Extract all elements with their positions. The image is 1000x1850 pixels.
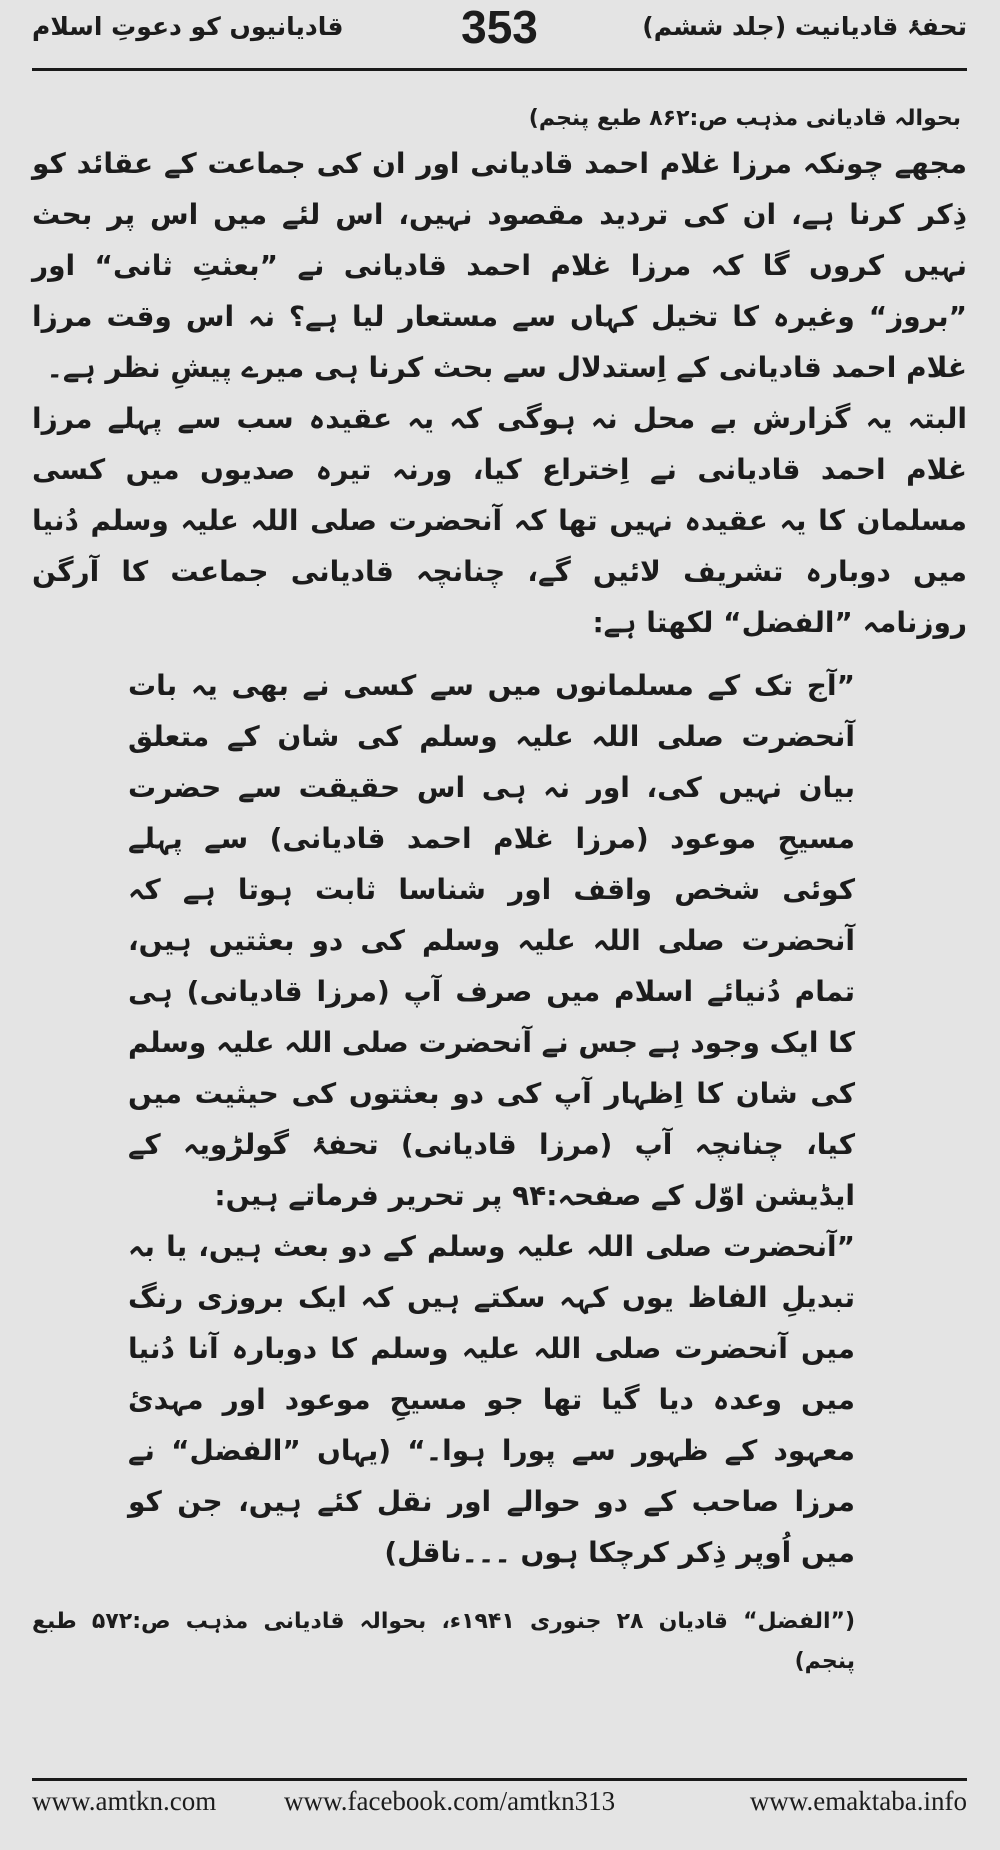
paragraph-2: البتہ یہ گزارش بے محل نہ ہوگی کہ یہ عقیدہ سب سے پہلے مرزا غلام احمد قادیانی نے اِختراع کیا، ورنہ تیرہ صدیوں میں کسی مسلمان کا یہ عقیدہ نہیں تھا کہ آنحضرت صلی اللہ علیہ وسلم دُنیا میں دوبارہ تشریف لائیں گے، چنانچہ قادیانی جماعت کا آرگن روزنامہ ”الفضل“ لکھتا ہے: xyxy=(32,402,967,639)
footer-link-emaktaba[interactable]: www.emaktaba.info xyxy=(749,1786,967,1816)
closing-reference: (”الفضل“ قادیان ۲۸ جنوری ۱۹۴۱ء، بحوالہ قادیانی مذہب ص:۵۷۲ طبع پنجم) xyxy=(32,1609,856,1674)
book-title: تحفۂ قادیانیت (جلد ششم) xyxy=(642,12,967,41)
page-body xyxy=(32,100,967,1682)
footer-link-facebook[interactable]: www.facebook.com/amtkn313 xyxy=(284,1786,616,1816)
block-quote-1: ”آج تک کے مسلمانوں میں سے کسی نے بھی یہ بات آنحضرت صلی اللہ علیہ وسلم کی شان کے متعلق بیان نہیں کی، اور نہ ہی اس حقیقت سے حضرت مسیحِ موعود (مرزا غلام احمد قادیانی) سے پہلے کوئی شخص واقف اور شناسا ثابت ہوتا ہے کہ آنحضرت صلی اللہ علیہ وسلم کی دو بعثتیں ہیں، تمام دُنیائے اسلام میں صرف آپ (مرزا قادیانی) ہی کا ایک وجود ہے جس نے آنحضرت صلی اللہ علیہ وسلم کی شان کا اِظہار آپ کی دو بعثتوں کی حیثیت میں کیا، چنانچہ آپ (مرزا قادیانی) تحفۂ گولڑویہ کے ایڈیشن اوّل کے صفحہ:۹۴ پر تحریر فرماتے ہیں: xyxy=(128,669,855,1212)
reference-line: بحوالہ قادیانی مذہب ص:۸۶۲ طبع پنجم) xyxy=(528,106,961,131)
footer-link-amtkn[interactable]: www.amtkn.com xyxy=(32,1786,217,1816)
page-number: 353 xyxy=(461,1,538,53)
footer-divider xyxy=(32,1778,967,1781)
page-footer xyxy=(32,1786,967,1826)
paragraph-1: مجھے چونکہ مرزا غلام احمد قادیانی اور ان کی جماعت کے عقائد کو ذِکر کرنا ہے، ان کی تردید مقصود نہیں، اس لئے میں اس پر بحث نہیں کروں گا کہ مرزا غلام احمد قادیانی نے ”بعثتِ ثانی“ اور ”بروز“ وغیرہ کا تخیل کہاں سے مستعار لیا ہے؟ نہ اس وقت مرزا غلام احمد قادیانی کے اِستدلال سے بحث کرنا ہی میرے پیشِ نظر ہے۔ xyxy=(32,147,967,384)
chapter-title: قادیانیوں کو دعوتِ اسلام xyxy=(32,12,344,41)
page-header xyxy=(32,0,967,71)
block-quote-2: ”آنحضرت صلی اللہ علیہ وسلم کے دو بعث ہیں، یا بہ تبدیلِ الفاظ یوں کہہ سکتے ہیں کہ ایک بروزی رنگ میں آنحضرت صلی اللہ علیہ وسلم کا دوبارہ آنا دُنیا میں وعدہ دیا گیا تھا جو مسیحِ موعود اور مہدیٔ معہود کے ظہور سے پورا ہوا۔“ (یہاں ”الفضل“ نے مرزا صاحب کے دو حوالے اور نقل کئے ہیں، جن کو میں اُوپر ذِکر کرچکا ہوں ۔۔۔ناقل) xyxy=(128,1230,855,1569)
